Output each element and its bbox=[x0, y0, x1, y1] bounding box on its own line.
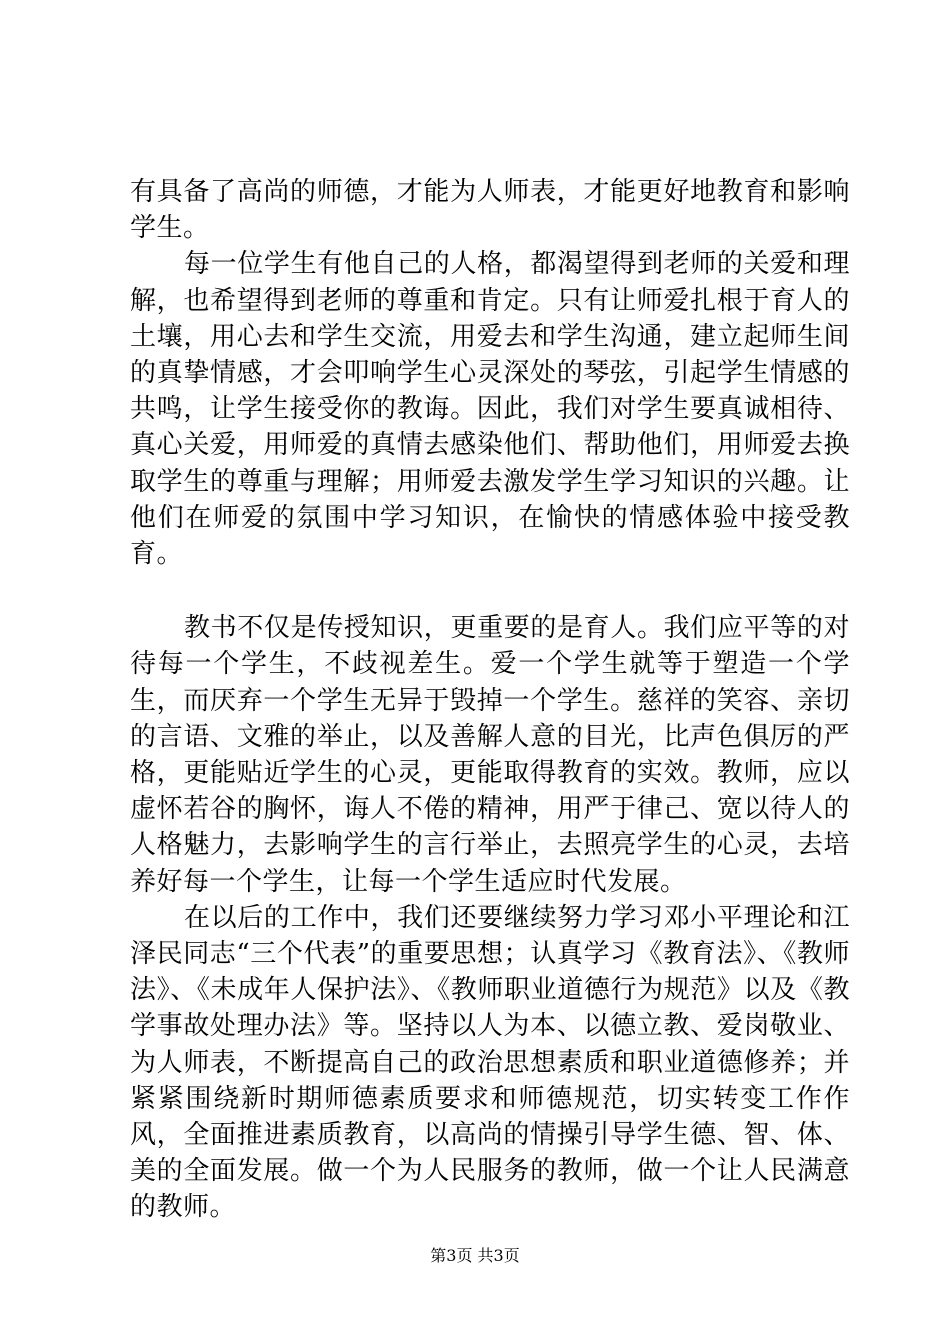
paragraph-teacher-love: 每一位学生有他自己的人格，都渴望得到老师的关爱和理解，也希望得到老师的尊重和肯定。只有让师爱扎根于育人的土壤，用心去和学生交流，用爱去和学生沟通，建立起师生间的真挚情感，才会叩响学生心灵深处的琴弦，引起学生情感的共鸣，让学生接受你的教诲。因此，我们对学生要真诚相待、真心关爱，用师爱的真情去感染他们、帮助他们，用师爱去换取学生的尊重与理解；用师爱去激发学生学习知识的兴趣。让他们在师爱的氛围中学习知识，在愉快的情感体验中接受教育。 bbox=[130, 249, 850, 570]
page-footer: 第3页 共3页 bbox=[430, 1246, 520, 1265]
paragraph-teaching-and-educating: 教书不仅是传授知识，更重要的是育人。我们应平等的对待每一个学生，不歧视差生。爱一个学生就等于塑造一个学生，而厌弃一个学生无异于毁掉一个学生。慈祥的笑容、亲切的言语、文雅的举止，以及善解人意的目光，比声色俱厉的严格，更能贴近学生的心灵，更能取得教育的实效。教师，应以虚怀若谷的胸怀，诲人不倦的精神，用严于律己、宽以待人的人格魅力，去影响学生的言行举止，去照亮学生的心灵，去培养好每一个学生，让每一个学生适应时代发展。 bbox=[130, 613, 850, 897]
paragraph-future-work: 在以后的工作中，我们还要继续努力学习邓小平理论和江泽民同志“三个代表”的重要思想；认真学习《教育法》、《教师法》、《未成年人保护法》、《教师职业道德行为规范》以及《教学事故处理办法》等。坚持以人为本、以德立教、爱岗敬业、为人师表，不断提高自己的政治思想素质和职业道德修养；并紧紧围绕新时期师德素质要求和师德规范，切实转变工作作风，全面推进素质教育，以高尚的情操引导学生德、智、体、美的全面发展。做一个为人民服务的教师，做一个让人民满意的教师。 bbox=[130, 902, 850, 1223]
document-body bbox=[130, 174, 850, 1226]
paragraph-continuation: 有具备了高尚的师德，才能为人师表，才能更好地教育和影响学生。 bbox=[130, 177, 850, 244]
